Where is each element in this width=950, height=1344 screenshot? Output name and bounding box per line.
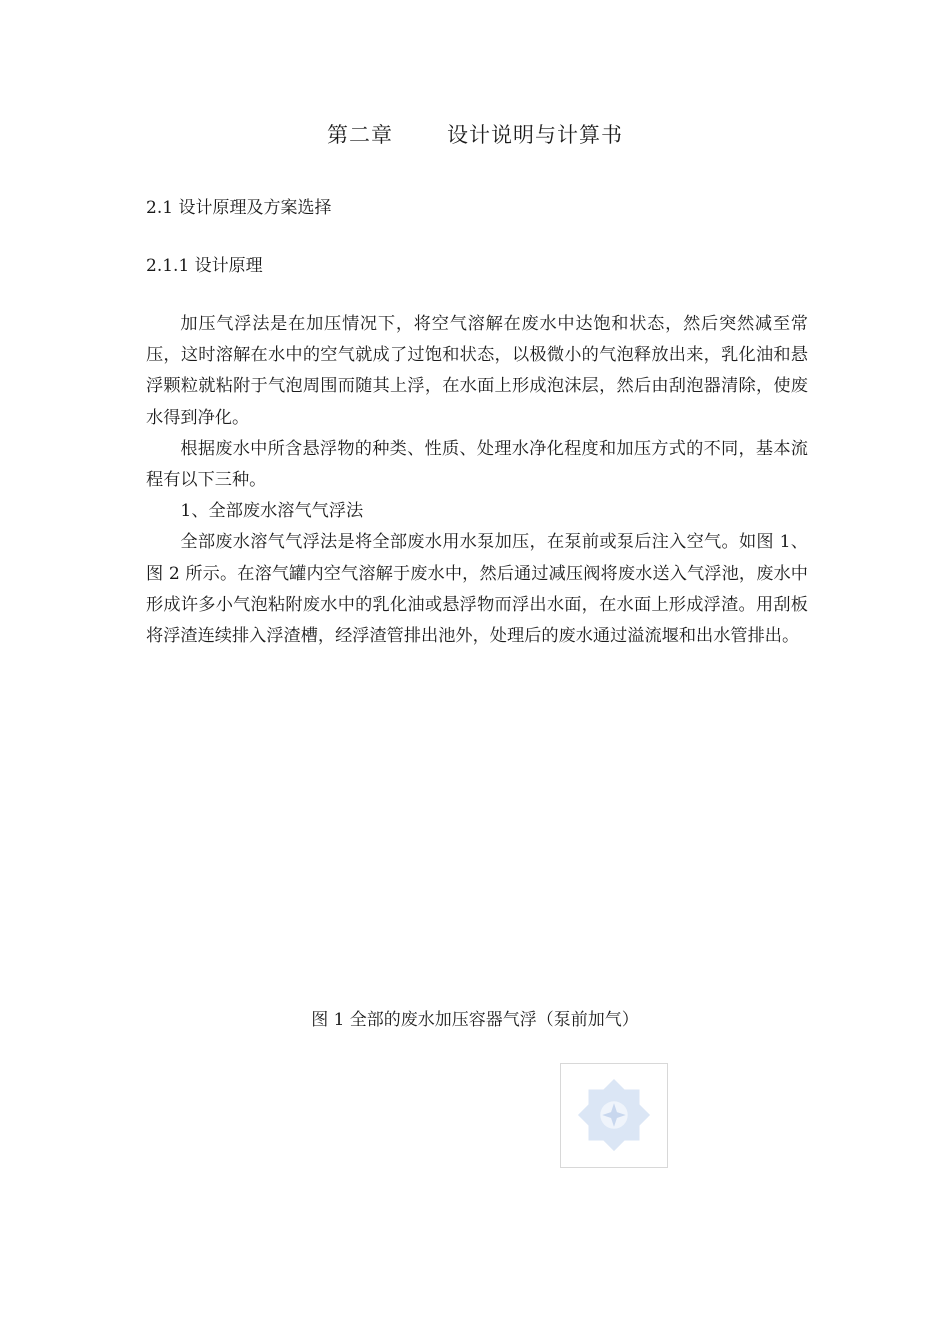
list-heading: 1、全部废水溶气气浮法 (180, 501, 364, 522)
watermark-logo-icon (560, 1063, 668, 1168)
paragraph: 全部废水溶气气浮法是将全部废水用水泵加压，在泵前或泵后注入空气。如图 1、图 2 所示。在溶气罐内空气溶解于废水中，然后通过减压阀将废水送入气浮池，废水中形成许多小气泡粘附废水中的乳化油或悬浮物而浮出水面，在水面上形成浮渣。用刮板将浮渣连续排入浮渣槽，经浮渣管排出池外，处理后的废水通过溢流堰和出水管排出。 (146, 532, 808, 647)
chapter-label: 第二章 (327, 123, 393, 147)
section-heading-2-1: 2.1 设计原理及方案选择 (146, 198, 332, 218)
section-heading-2-1-1: 2.1.1 设计原理 (146, 256, 263, 276)
paragraph: 根据废水中所含悬浮物的种类、性质、处理水净化程度和加压方式的不同，基本流程有以下三种。 (146, 438, 808, 491)
chapter-title (0, 120, 950, 150)
paragraph: 加压气浮法是在加压情况下，将空气溶解在废水中达饱和状态，然后突然减至常压，这时溶解在水中的空气就成了过饱和状态，以极微小的气泡释放出来，乳化油和悬浮颗粒就粘附于气泡周围而随其上浮，在水面上形成泡沫层，然后由刮泡器清除，使废水得到净化。 (146, 314, 808, 428)
body-text (146, 309, 808, 652)
figure-caption: 图 1 全部的废水加压容器气浮（泵前加气） (311, 1010, 639, 1030)
chapter-name: 设计说明与计算书 (447, 123, 623, 147)
watermark-logo-graphic (561, 1064, 667, 1167)
